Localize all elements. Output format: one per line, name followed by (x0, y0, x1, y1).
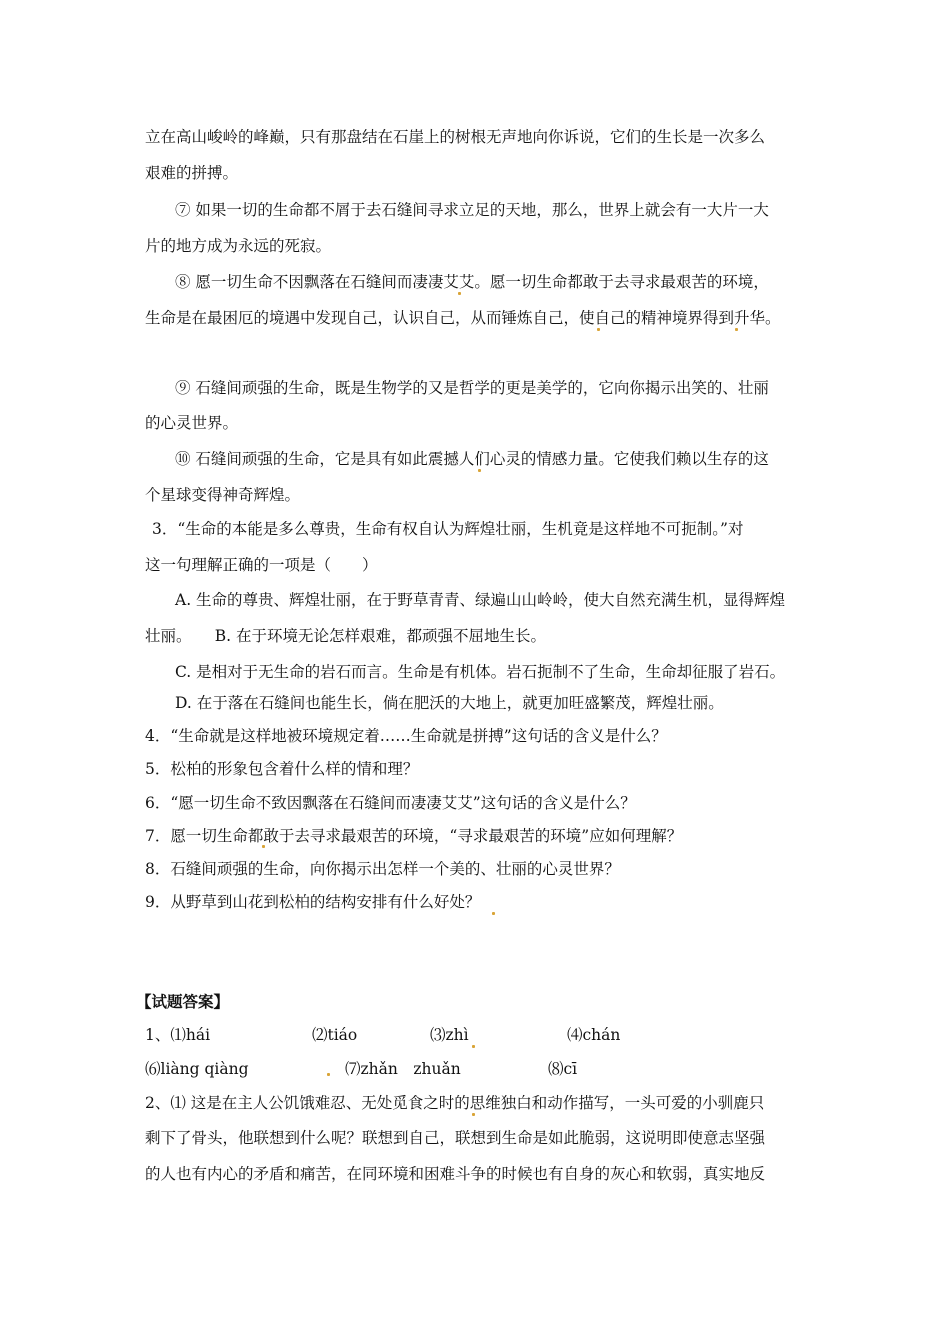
answer-1-8: ⑻cī (548, 1060, 578, 1078)
answer-2-cont: 剩下了骨头，他联想到什么呢？联想到自己，联想到生命是如此脆弱，这说明即使意志坚强 (145, 1129, 766, 1147)
question-5: 5．松柏的形象包含着什么样的情和理？ (145, 760, 419, 778)
option-a: A. 生命的尊贵、辉煌壮丽，在于野草青青、绿遍山山岭岭，使大自然充满生机，显得辉煌 (175, 591, 786, 609)
paragraph-7-cont: 片的地方成为永远的死寂。 (145, 237, 332, 255)
answers-heading: 【试题答案】 (136, 992, 230, 1011)
question-4: 4．“生命就是这样地被环境规定着……生命就是拼搏”这句话的含义是什么？ (145, 727, 667, 745)
paragraph-9-cont: 的心灵世界。 (145, 414, 239, 432)
paragraph-10: ⑩ 石缝间顽强的生命，它是具有如此震撼人们心灵的情感力量。它使我们赖以生存的这 (175, 450, 769, 468)
answer-1-3: ⑶zhì (430, 1026, 469, 1044)
passage-line: 艰难的拼搏。 (145, 164, 239, 182)
paragraph-8: ⑧ 愿一切生命不因飘落在石缝间而凄凄艾艾。愿一切生命都敢于去寻求最艰苦的环境， (175, 273, 769, 291)
paragraph-8-cont: 生命是在最困厄的境遇中发现自己，认识自己，从而锤炼自己，使自己的精神境界得到升华。 (145, 309, 781, 327)
paragraph-9: ⑨ 石缝间顽强的生命，既是生物学的又是哲学的更是美学的，它向你揭示出笑的、壮丽 (175, 379, 769, 397)
answer-2: 2、⑴ 这是在主人公饥饿难忍、无处觅食之时的思维独白和动作描写，一头可爱的小驯鹿只 (145, 1094, 765, 1112)
answer-1-2: ⑵tiáo (312, 1026, 358, 1044)
question-6: 6．“愿一切生命不致因飘落在石缝间而凄凄艾艾”这句话的含义是什么？ (145, 794, 636, 812)
scan-mark (472, 1113, 475, 1116)
option-a-b: 壮丽。 B. 在于环境无论怎样艰难，都顽强不屈地生长。 (145, 627, 546, 645)
passage-line: 立在高山峻岭的峰巅，只有那盘结在石崖上的树根无声地向你诉说，它们的生长是一次多么 (145, 128, 766, 146)
scan-mark (492, 912, 495, 915)
answer-2-cont: 的人也有内心的矛盾和痛苦，在同环境和困难斗争的时候也有自身的灰心和软弱，真实地反 (145, 1165, 766, 1183)
question-9: 9．从野草到山花到松柏的结构安排有什么好处？ (145, 893, 481, 911)
scan-mark (472, 1045, 475, 1048)
answer-1-4: ⑷chán (567, 1026, 621, 1044)
answer-1-6: ⑹liàng qiàng (145, 1060, 249, 1078)
scan-mark (478, 469, 481, 472)
paragraph-7: ⑦ 如果一切的生命都不屑于去石缝间寻求立足的天地，那么，世界上就会有一大片一大 (175, 201, 769, 219)
scan-mark (597, 328, 600, 331)
option-d: D. 在于落在石缝间也能生长，倘在肥沃的大地上，就更加旺盛繁茂，辉煌壮丽。 (175, 694, 724, 712)
scan-mark (327, 1073, 330, 1076)
question-7: 7．愿一切生命都敢于去寻求最艰苦的环境，“寻求最艰苦的环境”应如何理解？ (145, 827, 683, 845)
answer-1-7: ⑺zhǎn zhuǎn (345, 1060, 461, 1078)
option-c: C. 是相对于无生命的岩石而言。生命是有机体。岩石扼制不了生命，生命却征服了岩石。 (175, 663, 786, 681)
scan-mark (262, 845, 265, 848)
question-3-cont: 这一句理解正确的一项是（ ） (145, 556, 378, 574)
question-8: 8．石缝间顽强的生命，向你揭示出怎样一个美的、壮丽的心灵世界？ (145, 860, 620, 878)
scan-mark (735, 328, 738, 331)
scan-mark (458, 292, 461, 295)
question-3: 3．“生命的本能是多么尊贵，生命有权自认为辉煌壮丽，生机竟是这样地不可扼制。”对 (152, 520, 744, 538)
answer-1-1: 1、⑴hái (145, 1026, 211, 1044)
paragraph-10-cont: 个星球变得神奇辉煌。 (145, 486, 301, 504)
